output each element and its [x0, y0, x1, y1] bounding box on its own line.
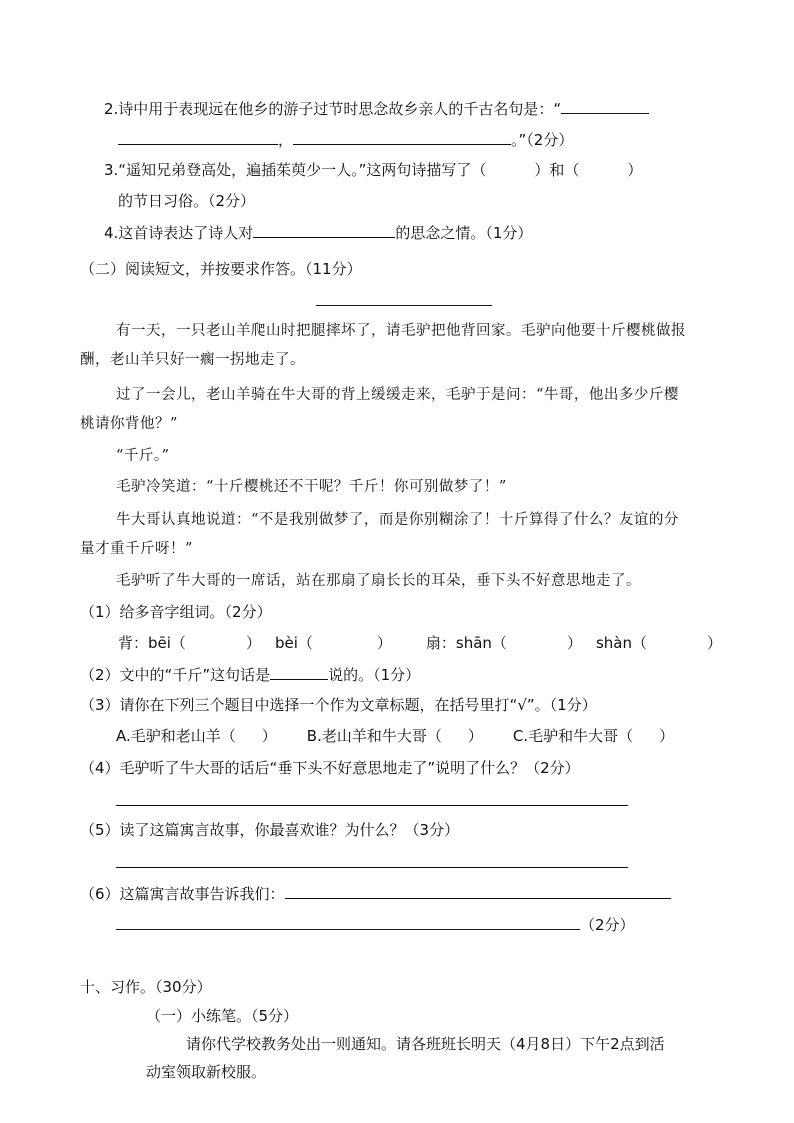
answer-line[interactable]: [116, 805, 628, 806]
subquestion-6-line-2: [116, 913, 635, 936]
subquestion-2-prefix: （2）文中的“千斤”这句话是: [80, 666, 271, 684]
story-paragraph-2-line-2: 桃请你背他？”: [80, 416, 178, 432]
subquestion-1-answers: [118, 632, 722, 654]
question-3-close: ）: [627, 161, 643, 179]
close-paren: ）: [566, 634, 582, 652]
option-a: A.毛驴和老山羊（: [116, 727, 236, 745]
question-2-end: 。”（2分）: [511, 131, 574, 149]
shan-1-label: shān（: [455, 634, 507, 652]
question-3-mid: ）和（: [534, 161, 580, 179]
answer-blank[interactable]: [116, 913, 580, 930]
answer-blank[interactable]: [293, 128, 511, 145]
section-10-title: 十、习作。（30分）: [80, 978, 212, 996]
story-paragraph-2-line-1: 过了一会儿，老山羊骑在牛大哥的背上缓缓走来，毛驴于是问：“牛哥，他出多少斤樱: [116, 387, 679, 403]
close-paren: ）: [659, 727, 675, 745]
question-2-prefix: 2.诗中用于表现远在他乡的游子过节时思念故乡亲人的千古名句是：“: [104, 100, 562, 118]
subquestion-6: [80, 882, 671, 905]
bei-char: 背：: [118, 634, 149, 652]
shan-2-label: shàn（: [595, 634, 647, 652]
close-paren: ）: [261, 727, 277, 745]
question-2-line-1: [104, 97, 649, 120]
close-paren: ）: [245, 634, 261, 652]
option-b: B.老山羊和牛大哥（: [306, 727, 442, 745]
answer-blank[interactable]: [118, 128, 278, 145]
question-2-line-2: [118, 128, 573, 151]
answer-blank[interactable]: [270, 663, 328, 680]
answer-line[interactable]: [116, 867, 628, 868]
story-title-blank[interactable]: [316, 305, 492, 306]
story-paragraph-6: 毛驴听了牛大哥的一席话，站在那扇了扇长长的耳朵，垂下头不好意思地走了。: [116, 573, 641, 589]
story-paragraph-1-line-1: 有一天，一只老山羊爬山时把腿摔坏了，请毛驴把他背回家。毛驴向他要十斤樱桃做报: [116, 323, 686, 339]
title-options: [116, 725, 674, 747]
story-paragraph-5-line-1: 牛大哥认真地说道：“不是我别做梦了，而是你别糊涂了！十斤算得了什么？友谊的分: [116, 512, 679, 528]
subquestion-4: （4）毛驴听了牛大哥的话后“垂下头不好意思地走了”说明了什么？（2分）: [80, 759, 580, 777]
question-3-text: 3.“遥知兄弟登高处，遍插茱萸少一人。”这两句诗描写了（: [104, 161, 487, 179]
question-4-suffix: 的思念之情。（1分）: [395, 224, 533, 242]
subquestion-2: [80, 663, 420, 686]
subquestion-6-score: （2分）: [580, 916, 635, 934]
close-paren: ）: [467, 727, 483, 745]
close-paren: ）: [376, 634, 392, 652]
shan-char: 扇：: [425, 634, 456, 652]
answer-blank[interactable]: [253, 221, 395, 238]
answer-blank[interactable]: [285, 882, 671, 899]
bei-2-label: bèi（: [274, 634, 313, 652]
subquestion-2-suffix: 说的。（1分）: [328, 666, 421, 684]
writing-prompt-line-1: 请你代学校教务处出一则通知。请各班班长明天（4月8日）下午2点到活: [186, 1035, 665, 1053]
story-paragraph-3: “千斤。”: [116, 448, 170, 464]
question-4-prefix: 4.这首诗表达了诗人对: [104, 224, 254, 242]
question-3-line-2-text: 的节日习俗。（2分）: [118, 192, 256, 210]
story-paragraph-4: 毛驴冷笑道：“十斤樱桃还不干呢？千斤！你可别做梦了！”: [116, 479, 507, 495]
question-3-line-1: [104, 159, 642, 181]
section-2-title-text: （二）阅读短文，并按要求作答。（11分）: [80, 260, 362, 278]
answer-blank[interactable]: [561, 97, 649, 114]
subquestion-1-title: （1）给多音字组词。（2分）: [80, 603, 272, 621]
subquestion-3: （3）请你在下列三个题目中选择一个作为文章标题，在括号里打“√”。（1分）: [80, 696, 597, 714]
writing-prompt-line-2: 动室领取新校服。: [146, 1063, 267, 1081]
story-paragraph-5-line-2: 量才重千斤呀！”: [80, 541, 193, 557]
subquestion-5: （5）读了这篇寓言故事，你最喜欢谁？为什么？（3分）: [80, 821, 460, 839]
question-3-line-2: [118, 190, 255, 212]
close-paren: ）: [706, 634, 722, 652]
bei-1-label: bēi（: [148, 634, 186, 652]
comma: ，: [278, 131, 294, 149]
subquestion-6-prefix: （6）这篇寓言故事告诉我们：: [80, 885, 285, 903]
option-c: C.毛驴和牛大哥（: [512, 727, 634, 745]
subsection-1-title: （一）小练笔。（5分）: [146, 1007, 299, 1025]
story-paragraph-1-line-2: 酬，老山羊只好一瘸一拐地走了。: [80, 352, 305, 368]
question-4: [104, 221, 532, 244]
section-2-title: [80, 258, 362, 280]
